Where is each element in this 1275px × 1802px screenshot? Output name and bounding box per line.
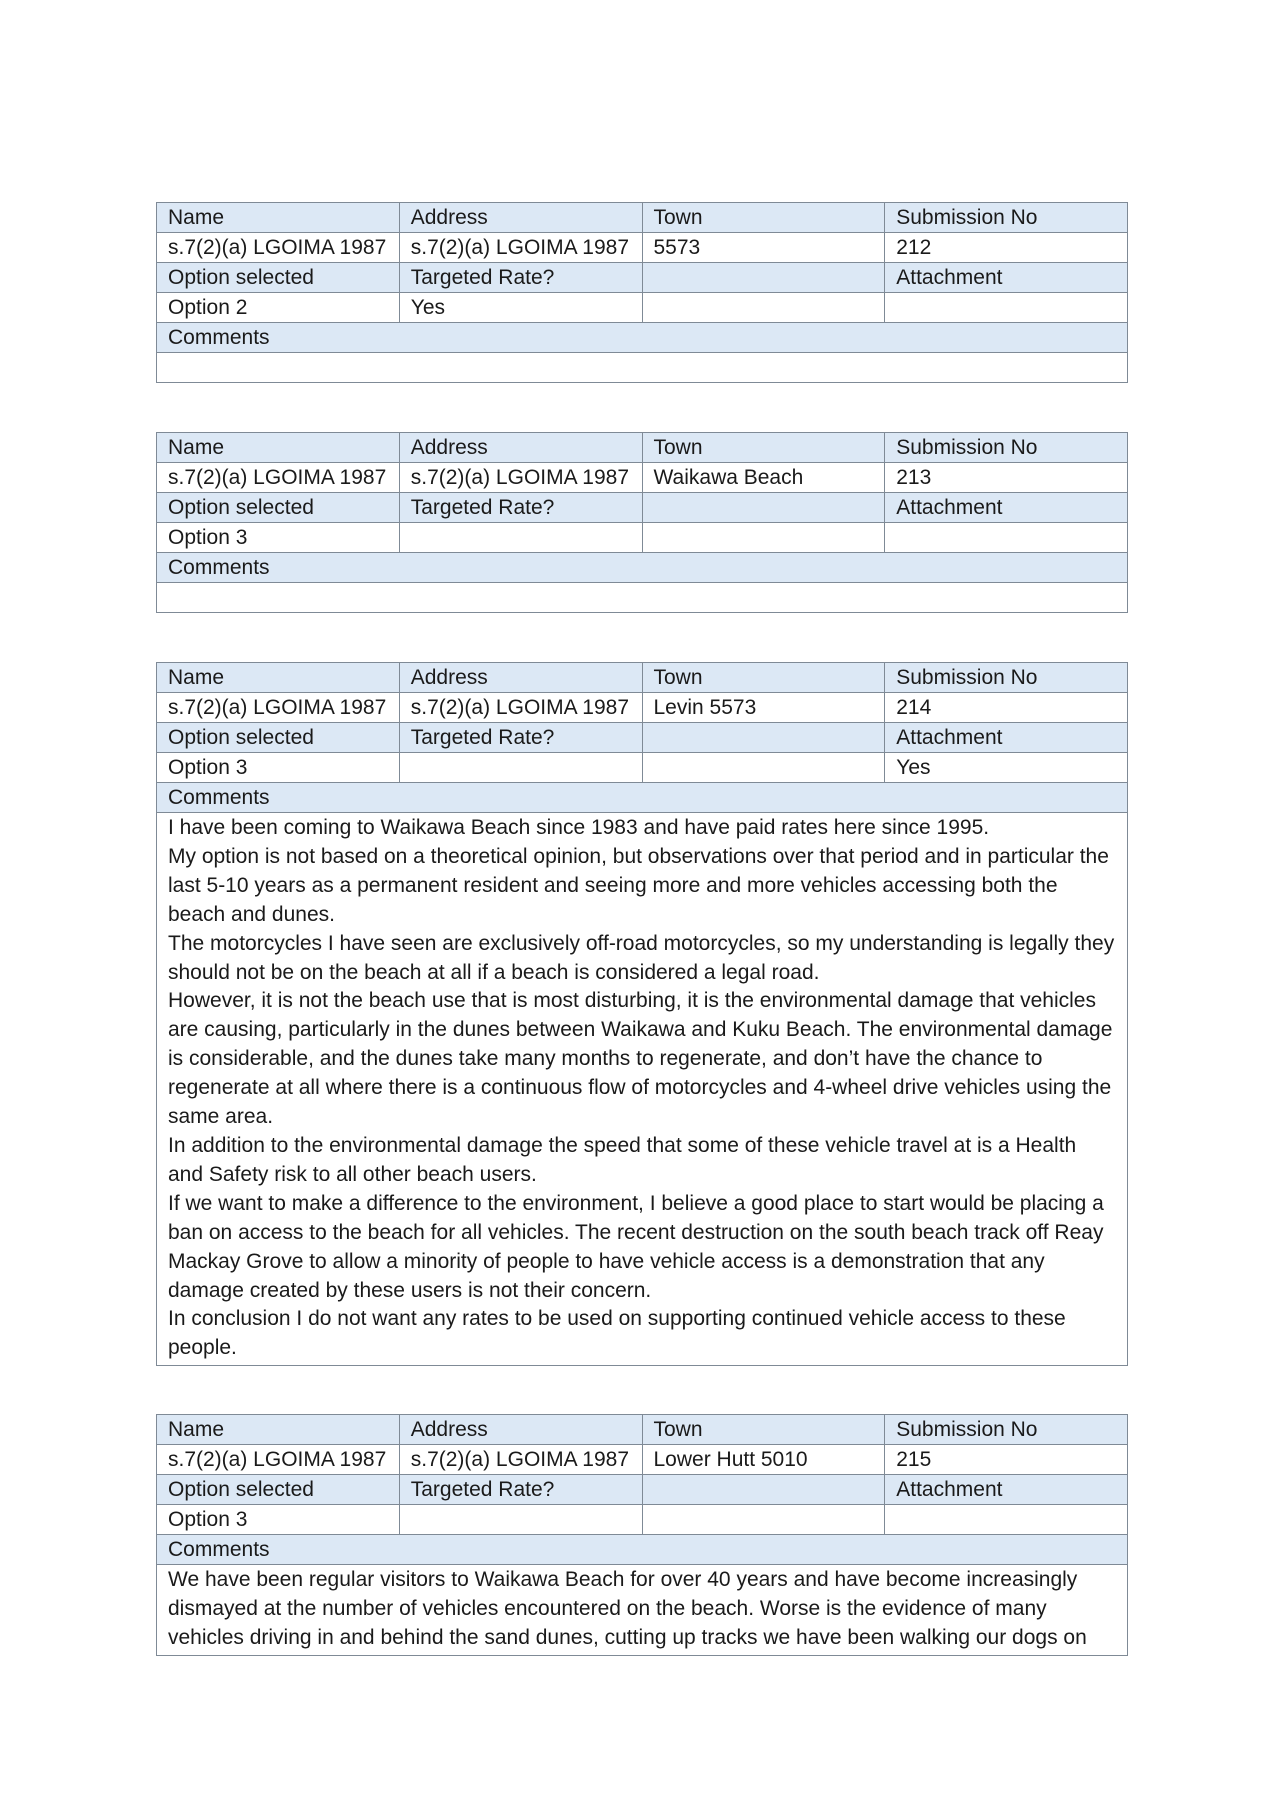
name-value: s.7(2)(a) LGOIMA 1987 — [157, 693, 400, 723]
empty-cell — [642, 293, 885, 323]
option-selected-label: Option selected — [157, 263, 400, 293]
empty-cell — [642, 1475, 885, 1505]
address-value: s.7(2)(a) LGOIMA 1987 — [399, 1445, 642, 1475]
name-label: Name — [157, 203, 400, 233]
targeted-rate-label: Targeted Rate? — [399, 493, 642, 523]
attachment-label: Attachment — [885, 723, 1128, 753]
town-value: Waikawa Beach — [642, 463, 885, 493]
targeted-rate-value: Yes — [399, 293, 642, 323]
submission-no-value: 212 — [885, 233, 1128, 263]
submission-no-label: Submission No — [885, 1415, 1128, 1445]
name-value: s.7(2)(a) LGOIMA 1987 — [157, 1445, 400, 1475]
address-value: s.7(2)(a) LGOIMA 1987 — [399, 233, 642, 263]
submission-no-value: 213 — [885, 463, 1128, 493]
comments-label: Comments — [157, 323, 1128, 353]
option-value: Option 2 — [157, 293, 400, 323]
targeted-rate-label: Targeted Rate? — [399, 1475, 642, 1505]
comments-label: Comments — [157, 1535, 1128, 1565]
comments-label: Comments — [157, 783, 1128, 813]
comments-body — [157, 1565, 1128, 1656]
empty-cell — [642, 1505, 885, 1535]
town-value: Lower Hutt 5010 — [642, 1445, 885, 1475]
option-value: Option 3 — [157, 523, 400, 553]
empty-cell — [642, 493, 885, 523]
name-label: Name — [157, 433, 400, 463]
attachment-label: Attachment — [885, 263, 1128, 293]
submission-no-label: Submission No — [885, 663, 1128, 693]
submission-no-value: 214 — [885, 693, 1128, 723]
comment-paragraph: In addition to the environmental damage the speed that some of these vehicle travel at is a Health and Safety risk to all other beach users. — [168, 1133, 1077, 1186]
attachment-value: Yes — [885, 753, 1128, 783]
targeted-rate-value — [399, 753, 642, 783]
comments-label: Comments — [157, 553, 1128, 583]
empty-cell — [642, 753, 885, 783]
empty-cell — [642, 723, 885, 753]
comments-body — [157, 813, 1128, 1366]
comments-body — [157, 353, 1128, 383]
submission-no-value: 215 — [885, 1445, 1128, 1475]
comments-body — [157, 583, 1128, 613]
targeted-rate-value — [399, 1505, 642, 1535]
option-selected-label: Option selected — [157, 1475, 400, 1505]
address-label: Address — [399, 433, 642, 463]
submission-no-label: Submission No — [885, 203, 1128, 233]
option-value: Option 3 — [157, 1505, 400, 1535]
name-value: s.7(2)(a) LGOIMA 1987 — [157, 233, 400, 263]
option-selected-label: Option selected — [157, 493, 400, 523]
address-label: Address — [399, 1415, 642, 1445]
address-value: s.7(2)(a) LGOIMA 1987 — [399, 693, 642, 723]
comment-paragraph: We have been regular visitors to Waikawa Beach for over 40 years and have become increasingly dismayed at the number of vehicles encountered on the beach. Worse is the evidence of many vehicles driving in and behind the sand dunes, cutting up tracks we have been walking our dogs on — [168, 1568, 1087, 1649]
attachment-value — [885, 1505, 1128, 1535]
submission-table-215 — [156, 1414, 1128, 1656]
empty-cell — [642, 263, 885, 293]
submission-table-214 — [156, 662, 1128, 1366]
town-label: Town — [642, 203, 885, 233]
attachment-label: Attachment — [885, 493, 1128, 523]
name-label: Name — [157, 663, 400, 693]
empty-cell — [642, 523, 885, 553]
targeted-rate-value — [399, 523, 642, 553]
option-value: Option 3 — [157, 753, 400, 783]
town-value: Levin 5573 — [642, 693, 885, 723]
town-label: Town — [642, 433, 885, 463]
targeted-rate-label: Targeted Rate? — [399, 263, 642, 293]
town-label: Town — [642, 663, 885, 693]
address-label: Address — [399, 663, 642, 693]
comment-paragraph: The motorcycles I have seen are exclusively off-road motorcycles, so my understanding is legally they should not be on the beach at all if a beach is considered a legal road. — [168, 931, 1115, 984]
attachment-value — [885, 523, 1128, 553]
name-value: s.7(2)(a) LGOIMA 1987 — [157, 463, 400, 493]
comment-paragraph: I have been coming to Waikawa Beach since 1983 and have paid rates here since 1995. — [168, 816, 990, 839]
submission-table-212 — [156, 202, 1128, 383]
option-selected-label: Option selected — [157, 723, 400, 753]
attachment-label: Attachment — [885, 1475, 1128, 1505]
attachment-value — [885, 293, 1128, 323]
submission-no-label: Submission No — [885, 433, 1128, 463]
submission-table-213 — [156, 432, 1128, 613]
comment-paragraph: My option is not based on a theoretical opinion, but observations over that period and in particular the last 5-10 years as a permanent resident and seeing more and more vehicles accessing both the beach and dunes. — [168, 844, 1109, 926]
comment-paragraph: However, it is not the beach use that is most disturbing, it is the environmental damage that vehicles are causing, particularly in the dunes between Waikawa and Kuku Beach. The environmental damage is considerable, and the dunes take many months to regenerate, and don’t have the chance to regenerate at all where there is a continuous flow of motorcycles and 4-wheel drive vehicles using the same area. — [168, 989, 1113, 1129]
address-value: s.7(2)(a) LGOIMA 1987 — [399, 463, 642, 493]
town-value: 5573 — [642, 233, 885, 263]
town-label: Town — [642, 1415, 885, 1445]
comment-paragraph: If we want to make a difference to the environment, I believe a good place to start would be placing a ban on access to the beach for all vehicles. The recent destruction on the south beach track off Reay Mackay Grove to allow a minority of people to have vehicle access is a demonstration that any damage created by these users is not their concern. — [168, 1191, 1104, 1302]
name-label: Name — [157, 1415, 400, 1445]
address-label: Address — [399, 203, 642, 233]
comment-paragraph: In conclusion I do not want any rates to be used on supporting continued vehicle access to these people. — [168, 1307, 1066, 1360]
targeted-rate-label: Targeted Rate? — [399, 723, 642, 753]
